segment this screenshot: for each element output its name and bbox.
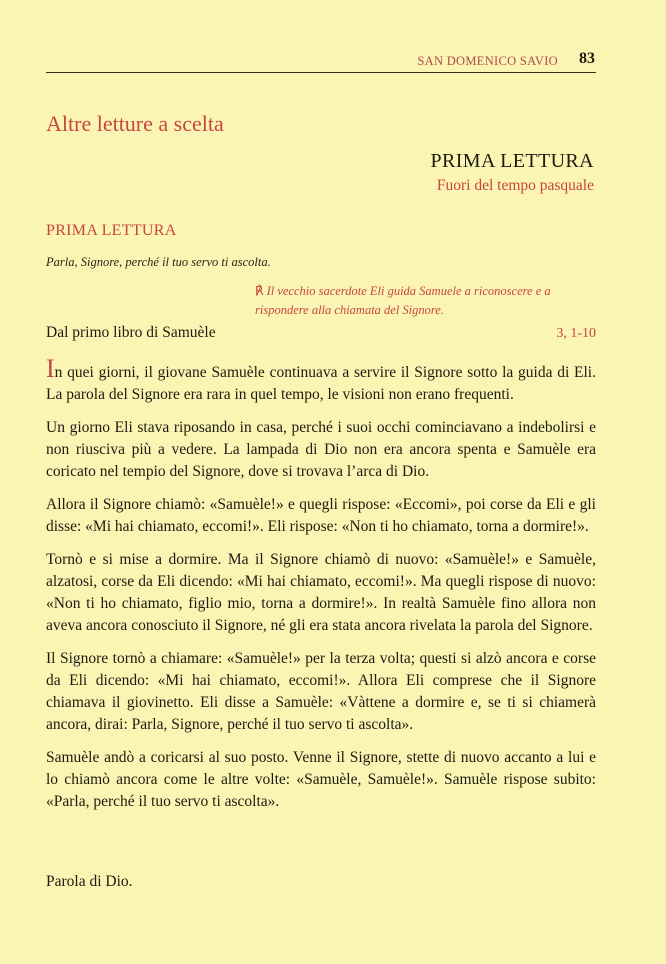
closing-acclamation: Parola di Dio. xyxy=(46,873,133,890)
summary-text: Il vecchio sacerdote Eli guida Samuele a riconoscere e a rispondere alla chiamata del Signore. xyxy=(255,284,551,317)
reading-label: PRIMA LETTURA xyxy=(430,150,594,172)
source-title: Dal primo libro di Samuèle xyxy=(46,324,216,341)
source-reference: 3, 1-10 xyxy=(556,326,596,341)
paragraph: Tornò e si mise a dormire. Ma il Signore chiamò di nuovo: «Samuèle!» e Samuèle, alzatosi, corse da Eli dicendo: «Mi hai chiamato, eccomi!». Ma quegli rispose di nuovo: «Non ti ho chiamato, figlio mio, torna a dormire!». In realtà Samuèle fino allora non aveva ancora conosciuto il Signore, né gli era stata ancora rivelata la parola del Signore. xyxy=(46,551,596,634)
running-title: SAN DOMENICO SAVIO xyxy=(417,54,558,68)
reading-subtitle: PRIMA LETTURA xyxy=(46,222,177,239)
paragraph: Il Signore tornò a chiamare: «Samuèle!» per la terza volta; questi si alzò ancora e corse da Eli dicendo: «Mi hai chiamato, eccomi!». Allora Eli comprese che il Signore chiamava il giovinetto. Eli disse a Samuèle: «Vàttene a dormire e, se ti si chiamerà ancora, dirai: Parla, Signore, perché il tuo servo ti ascolta». xyxy=(46,650,596,733)
paragraph: Un giorno Eli stava riposando in casa, perché i suoi occhi cominciavano a indebolirsi e non riusciva più a vedere. La lampada di Dio non era ancora spenta e Samuèle era coricato nel tempio del Signore, dove si trovava l’arca di Dio. xyxy=(46,419,596,480)
antiphon: Parla, Signore, perché il tuo servo ti ascolta. xyxy=(46,255,271,269)
reading-body xyxy=(46,354,596,824)
source-row xyxy=(46,324,596,346)
section-title: Altre letture a scelta xyxy=(46,111,224,136)
reading-summary xyxy=(255,282,595,320)
paragraph: Samuèle andò a coricarsi al suo posto. Venne il Signore, stette di nuovo accanto a lui e lo chiamò ancora come le altre volte: «Samuèle, Samuèle!». Samuèle rispose subito: «Parla, perché il tuo servo ti ascolta». xyxy=(46,749,596,810)
page-number: 83 xyxy=(579,50,595,67)
reading-season: Fuori del tempo pasquale xyxy=(436,177,594,194)
response-marker: ℟ xyxy=(255,284,264,298)
drop-cap: I xyxy=(46,354,55,383)
paragraph-text: n quei giorni, il giovane Samuèle continuava a servire il Signore sotto la guida di Eli. La parola del Signore era rara in quel tempo, le visioni non erano frequenti. xyxy=(46,364,596,403)
paragraph: Allora il Signore chiamò: «Samuèle!» e quegli rispose: «Eccomi», poi corse da Eli e gli disse: «Mi hai chiamato, eccomi!». Eli rispose: «Non ti ho chiamato, torna a dormire!». xyxy=(46,496,596,535)
paragraph xyxy=(46,354,596,406)
running-head xyxy=(46,48,596,73)
